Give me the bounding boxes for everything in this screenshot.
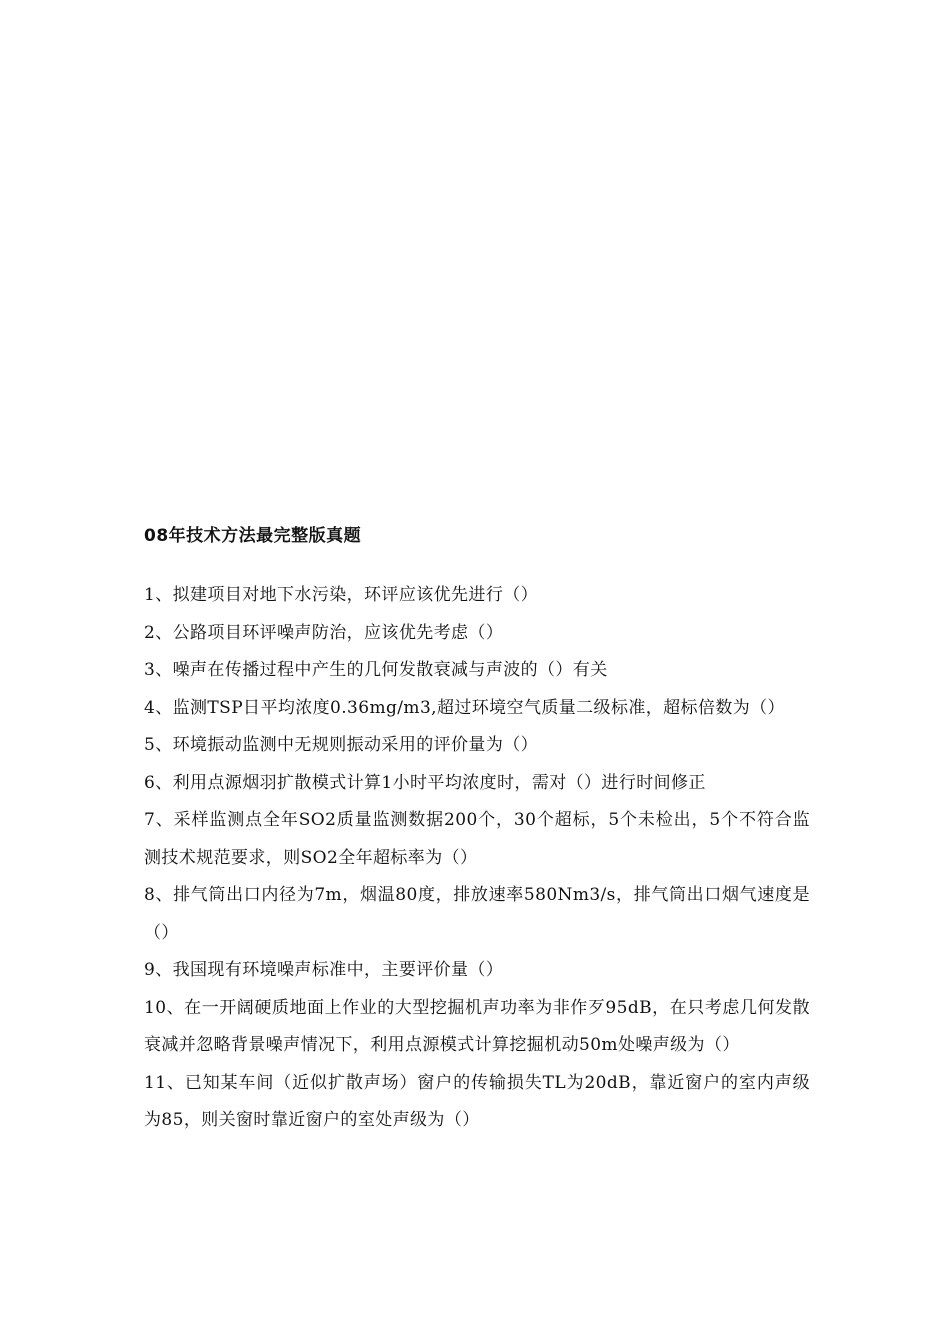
question-item: 1、拟建项目对地下水污染，环评应该优先进行（） [144,585,539,605]
question-item: 11、已知某车间（近似扩散声场）窗户的传输损失TL为20dB，靠近窗户的室内声级为85，则关窗时靠近窗户的室处声级为（） [144,1072,810,1130]
question-item: 8、排气筒出口内径为7m，烟温80度，排放速率580Nm3/s，排气筒出口烟气速度是（） [144,885,810,943]
document-title: 08年技术方法最完整版真题 [144,526,362,546]
question-item: 9、我国现有环境噪声标准中，主要评价量（） [144,960,504,980]
question-item: 4、监测TSP日平均浓度0.36mg/m3,超过环境空气质量二级标准，超标倍数为（） [144,697,785,718]
question-list [144,577,810,1140]
question-item: 6、利用点源烟羽扩散模式计算1小时平均浓度时，需对（）进行时间修正 [144,772,706,793]
document-body [144,522,810,1140]
question-item: 7、采样监测点全年SO2质量监测数据200个，30个超标，5个未检出，5个不符合监测技术规范要求，则SO2全年超标率为（） [144,810,810,868]
question-item: 10、在一开阔硬质地面上作业的大型挖掘机声功率为非作歹95dB，在只考虑几何发散衰减并忽略背景噪声情况下，利用点源模式计算挖掘机动50m处噪声级为（） [144,997,810,1055]
question-item: 3、噪声在传播过程中产生的几何发散衰减与声波的（）有关 [144,660,608,680]
question-item: 5、环境振动监测中无规则振动采用的评价量为（） [144,735,539,755]
question-item: 2、公路项目环评噪声防治，应该优先考虑（） [144,622,504,643]
